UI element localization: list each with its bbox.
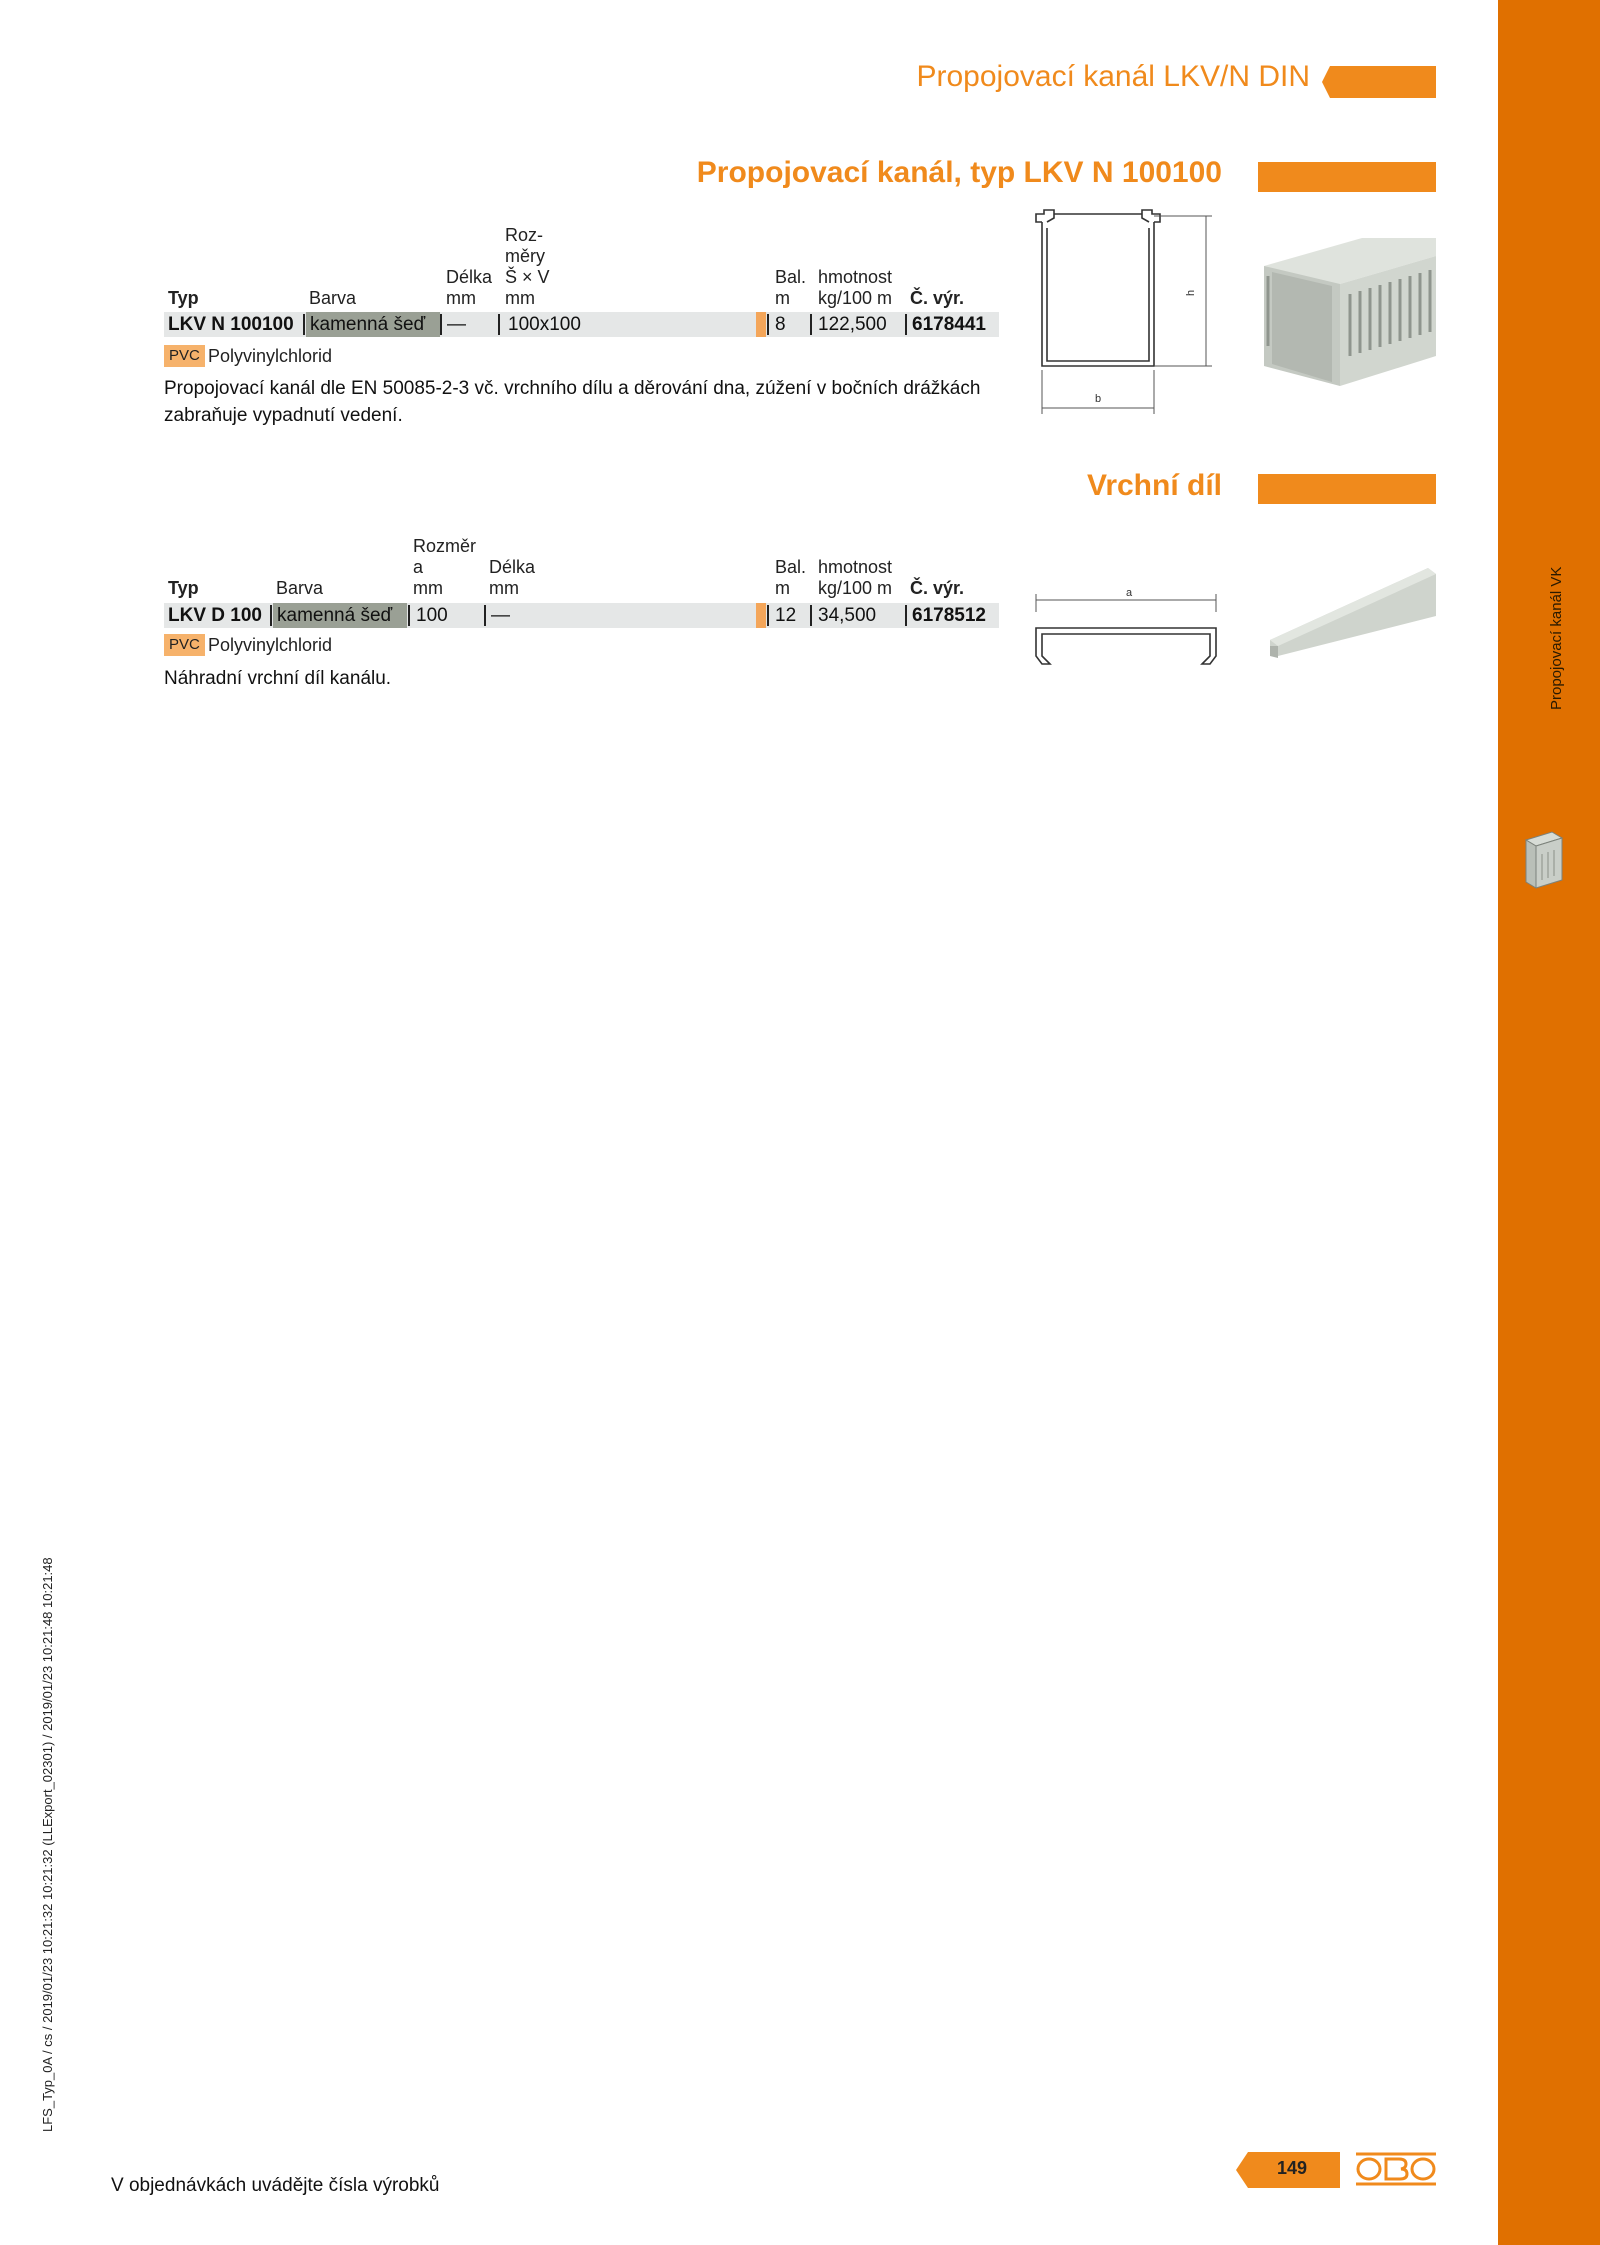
- order-marker: [756, 603, 766, 628]
- column-separator: [905, 314, 907, 335]
- product-description: Náhradní vrchní díl kanálu.: [164, 668, 392, 689]
- product-description: Propojovací kanál dle EN 50085-2-3 vč. vrchního dílu a děrování dna, zúžení v bočních drážkách zabraňuje vypadnutí vedení.: [164, 378, 981, 426]
- material-badge: PVC: [164, 634, 205, 656]
- page-header-title: Propojovací kanál LKV/N DIN: [916, 60, 1310, 93]
- drawing-height-label: h: [1185, 289, 1197, 296]
- col-bal-header: Bal. m: [775, 557, 807, 598]
- export-metadata: LFS_Typ_0A / cs / 2019/01/23 10:21:32 10:21:32 (LLExport_02301) / 2019/01/23 10:21:48 10:21:48: [40, 1557, 55, 2132]
- col-hmotnost-header: hmotnost kg/100 m: [818, 267, 893, 308]
- order-note: V objednávkách uvádějte čísla výrobků: [111, 2175, 440, 2196]
- cell-barva: kamenná šeď: [310, 314, 426, 335]
- col-typ-header: Typ: [168, 578, 199, 598]
- col-delka-header: Délka mm: [489, 557, 536, 598]
- column-separator: [810, 605, 812, 626]
- header-tab-marker: [1322, 66, 1436, 98]
- cable-duct-thumbnail-icon: [1522, 830, 1566, 890]
- cell-typ: LKV D 100: [168, 605, 262, 626]
- cell-hmotnost: 122,500: [818, 314, 887, 335]
- section1-heading: Propojovací kanál, typ LKV N 100100: [696, 156, 1222, 189]
- col-rozmer-header: Rozměr a mm: [413, 536, 477, 598]
- col-cislo-header: Č. výr.: [910, 578, 965, 598]
- cell-cislo: 6178441: [912, 314, 986, 335]
- column-separator: [484, 605, 486, 626]
- cell-rozmery: 100x100: [508, 314, 581, 335]
- col-typ-header: Typ: [168, 288, 199, 308]
- drawing-width-label: a: [1126, 587, 1133, 599]
- cover-product-image: [1268, 562, 1436, 662]
- material-badge: PVC: [164, 345, 205, 367]
- column-separator: [810, 314, 812, 335]
- obo-logo: [1356, 2150, 1436, 2188]
- col-bal-header: Bal. m: [775, 267, 807, 308]
- cell-delka: —: [491, 605, 510, 626]
- cell-hmotnost: 34,500: [818, 605, 877, 626]
- cell-delka: —: [447, 314, 466, 335]
- order-marker: [756, 312, 766, 337]
- col-hmotnost-header: hmotnost kg/100 m: [818, 557, 893, 598]
- cell-cislo: 6178512: [912, 605, 986, 626]
- sidebar-band: [1498, 0, 1600, 2245]
- section2-heading: Vrchní díl: [1086, 469, 1222, 502]
- column-separator: [905, 605, 907, 626]
- col-rozmery-header: Roz- měry Š × V mm: [505, 225, 550, 308]
- col-barva-header: Barva: [276, 578, 324, 598]
- cell-barva: kamenná šeď: [277, 605, 393, 626]
- column-separator: [498, 314, 500, 335]
- cell-bal: 8: [775, 314, 786, 335]
- column-separator: [408, 605, 410, 626]
- col-delka-header: Délka mm: [446, 267, 493, 308]
- page-number: 149: [1276, 2158, 1308, 2178]
- column-separator: [303, 314, 305, 335]
- sidebar-label: Propojovací kanál VK: [1548, 566, 1565, 710]
- column-separator: [767, 314, 769, 335]
- column-separator: [767, 605, 769, 626]
- duct-cross-section-drawing: [1034, 208, 1218, 416]
- cell-bal: 12: [775, 605, 797, 626]
- column-separator: [440, 314, 442, 335]
- material-text: Polyvinylchlorid: [208, 635, 333, 655]
- cell-typ: LKV N 100100: [168, 314, 294, 335]
- section2-heading-bar: [1258, 474, 1436, 504]
- material-text: Polyvinylchlorid: [208, 346, 333, 366]
- col-cislo-header: Č. výr.: [910, 288, 965, 308]
- duct-product-image: [1262, 236, 1436, 386]
- section1-heading-bar: [1258, 162, 1436, 192]
- cover-cross-section-drawing: [1034, 584, 1224, 670]
- cell-rozmer: 100: [416, 605, 448, 626]
- drawing-width-label: b: [1095, 393, 1102, 405]
- col-barva-header: Barva: [309, 288, 357, 308]
- column-separator: [270, 605, 272, 626]
